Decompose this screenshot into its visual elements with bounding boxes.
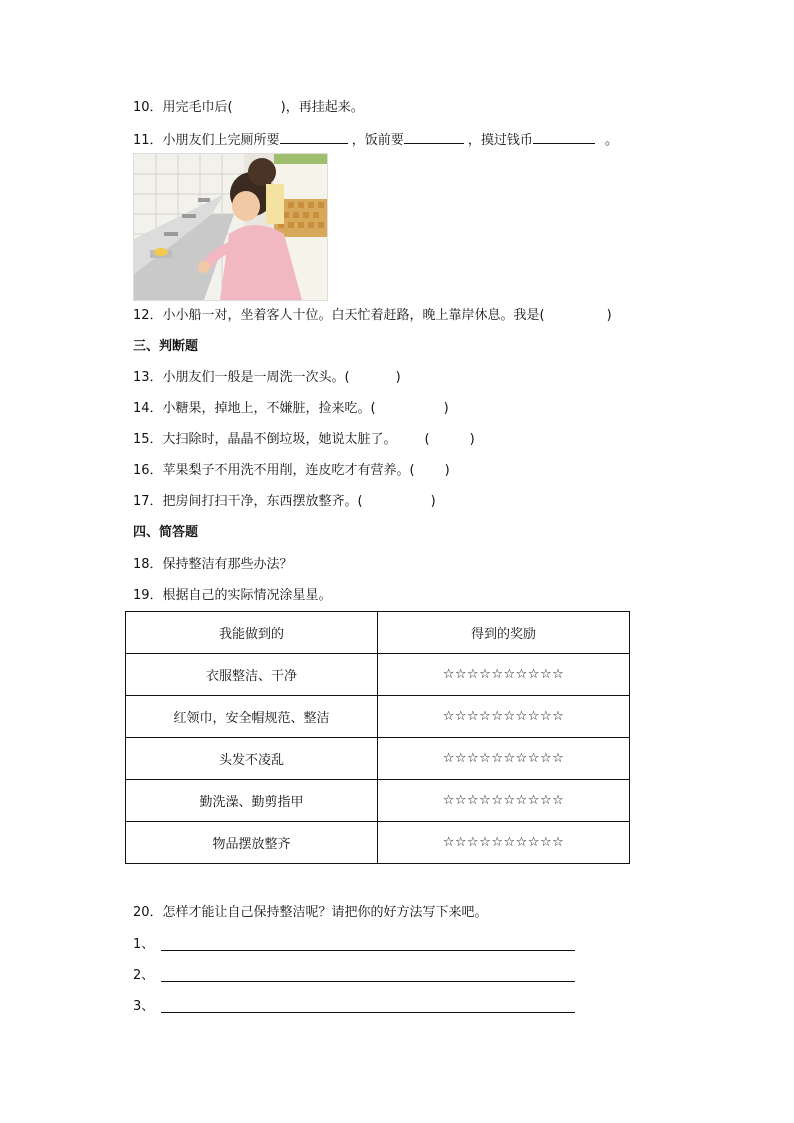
table-cell-item: 红领巾，安全帽规范、整洁: [126, 696, 378, 738]
question-16: 16．苹果梨子不用洗不用削，连皮吃才有营养。( ): [133, 463, 450, 478]
section-heading-judgement: 三、判断题: [133, 339, 199, 354]
answer-blank[interactable]: [280, 130, 348, 144]
question-19: 19．根据自己的实际情况涂星星。: [133, 588, 332, 603]
table-row: [126, 696, 630, 738]
question-11: 11．小朋友们上完厕所要 ，饭前要 ，摸过钱币 。: [133, 130, 618, 150]
question-20: 20．怎样才能让自己保持整洁呢？请把你的好方法写下来吧。: [133, 905, 488, 920]
handwashing-illustration: [134, 154, 327, 300]
star-rating-table: [125, 611, 630, 864]
column-header: 我能做到的: [126, 612, 378, 654]
star-rating-cell[interactable]: ☆☆☆☆☆☆☆☆☆☆: [378, 696, 630, 738]
section-heading-short-answer: 四、简答题: [133, 525, 199, 540]
table-header-row: [126, 612, 630, 654]
column-header: 得到的奖励: [378, 612, 630, 654]
question-13: 13．小朋友们一般是一周洗一次头。( ): [133, 370, 401, 385]
handwashing-photo: [133, 153, 328, 301]
table-row: [126, 780, 630, 822]
question-12: 12．小小船一对，坐着客人十位。白天忙着赶路，晚上靠岸休息。我是( ): [133, 308, 612, 323]
question-17: 17．把房间打扫干净，东西摆放整齐。( ): [133, 494, 436, 509]
table-cell-item: 勤洗澡、勤剪指甲: [126, 780, 378, 822]
answer-number: 2、: [133, 968, 155, 983]
question-15: 15．大扫除时，晶晶不倒垃圾，她说太脏了。 ( ): [133, 432, 475, 447]
question-18: 18．保持整洁有那些办法？: [133, 557, 293, 572]
table-row: [126, 654, 630, 696]
question-14: 14．小糖果，掉地上，不嫌脏，捡来吃。( ): [133, 401, 449, 416]
answer-blank[interactable]: [404, 130, 464, 144]
table-row: [126, 738, 630, 780]
star-rating-cell[interactable]: ☆☆☆☆☆☆☆☆☆☆: [378, 822, 630, 864]
star-rating-cell[interactable]: ☆☆☆☆☆☆☆☆☆☆: [378, 738, 630, 780]
answer-line[interactable]: [161, 981, 575, 982]
star-rating-cell[interactable]: ☆☆☆☆☆☆☆☆☆☆: [378, 654, 630, 696]
table-cell-item: 物品摆放整齐: [126, 822, 378, 864]
answer-number: 3、: [133, 999, 155, 1014]
table-cell-item: 衣服整洁、干净: [126, 654, 378, 696]
answer-number: 1、: [133, 937, 155, 952]
question-10: 10．用完毛巾后( )，再挂起来。: [133, 100, 364, 115]
answer-line[interactable]: [161, 1012, 575, 1013]
star-rating-cell[interactable]: ☆☆☆☆☆☆☆☆☆☆: [378, 780, 630, 822]
answer-line[interactable]: [161, 950, 575, 951]
table-cell-item: 头发不凌乱: [126, 738, 378, 780]
table-row: [126, 822, 630, 864]
answer-blank[interactable]: [533, 130, 595, 144]
